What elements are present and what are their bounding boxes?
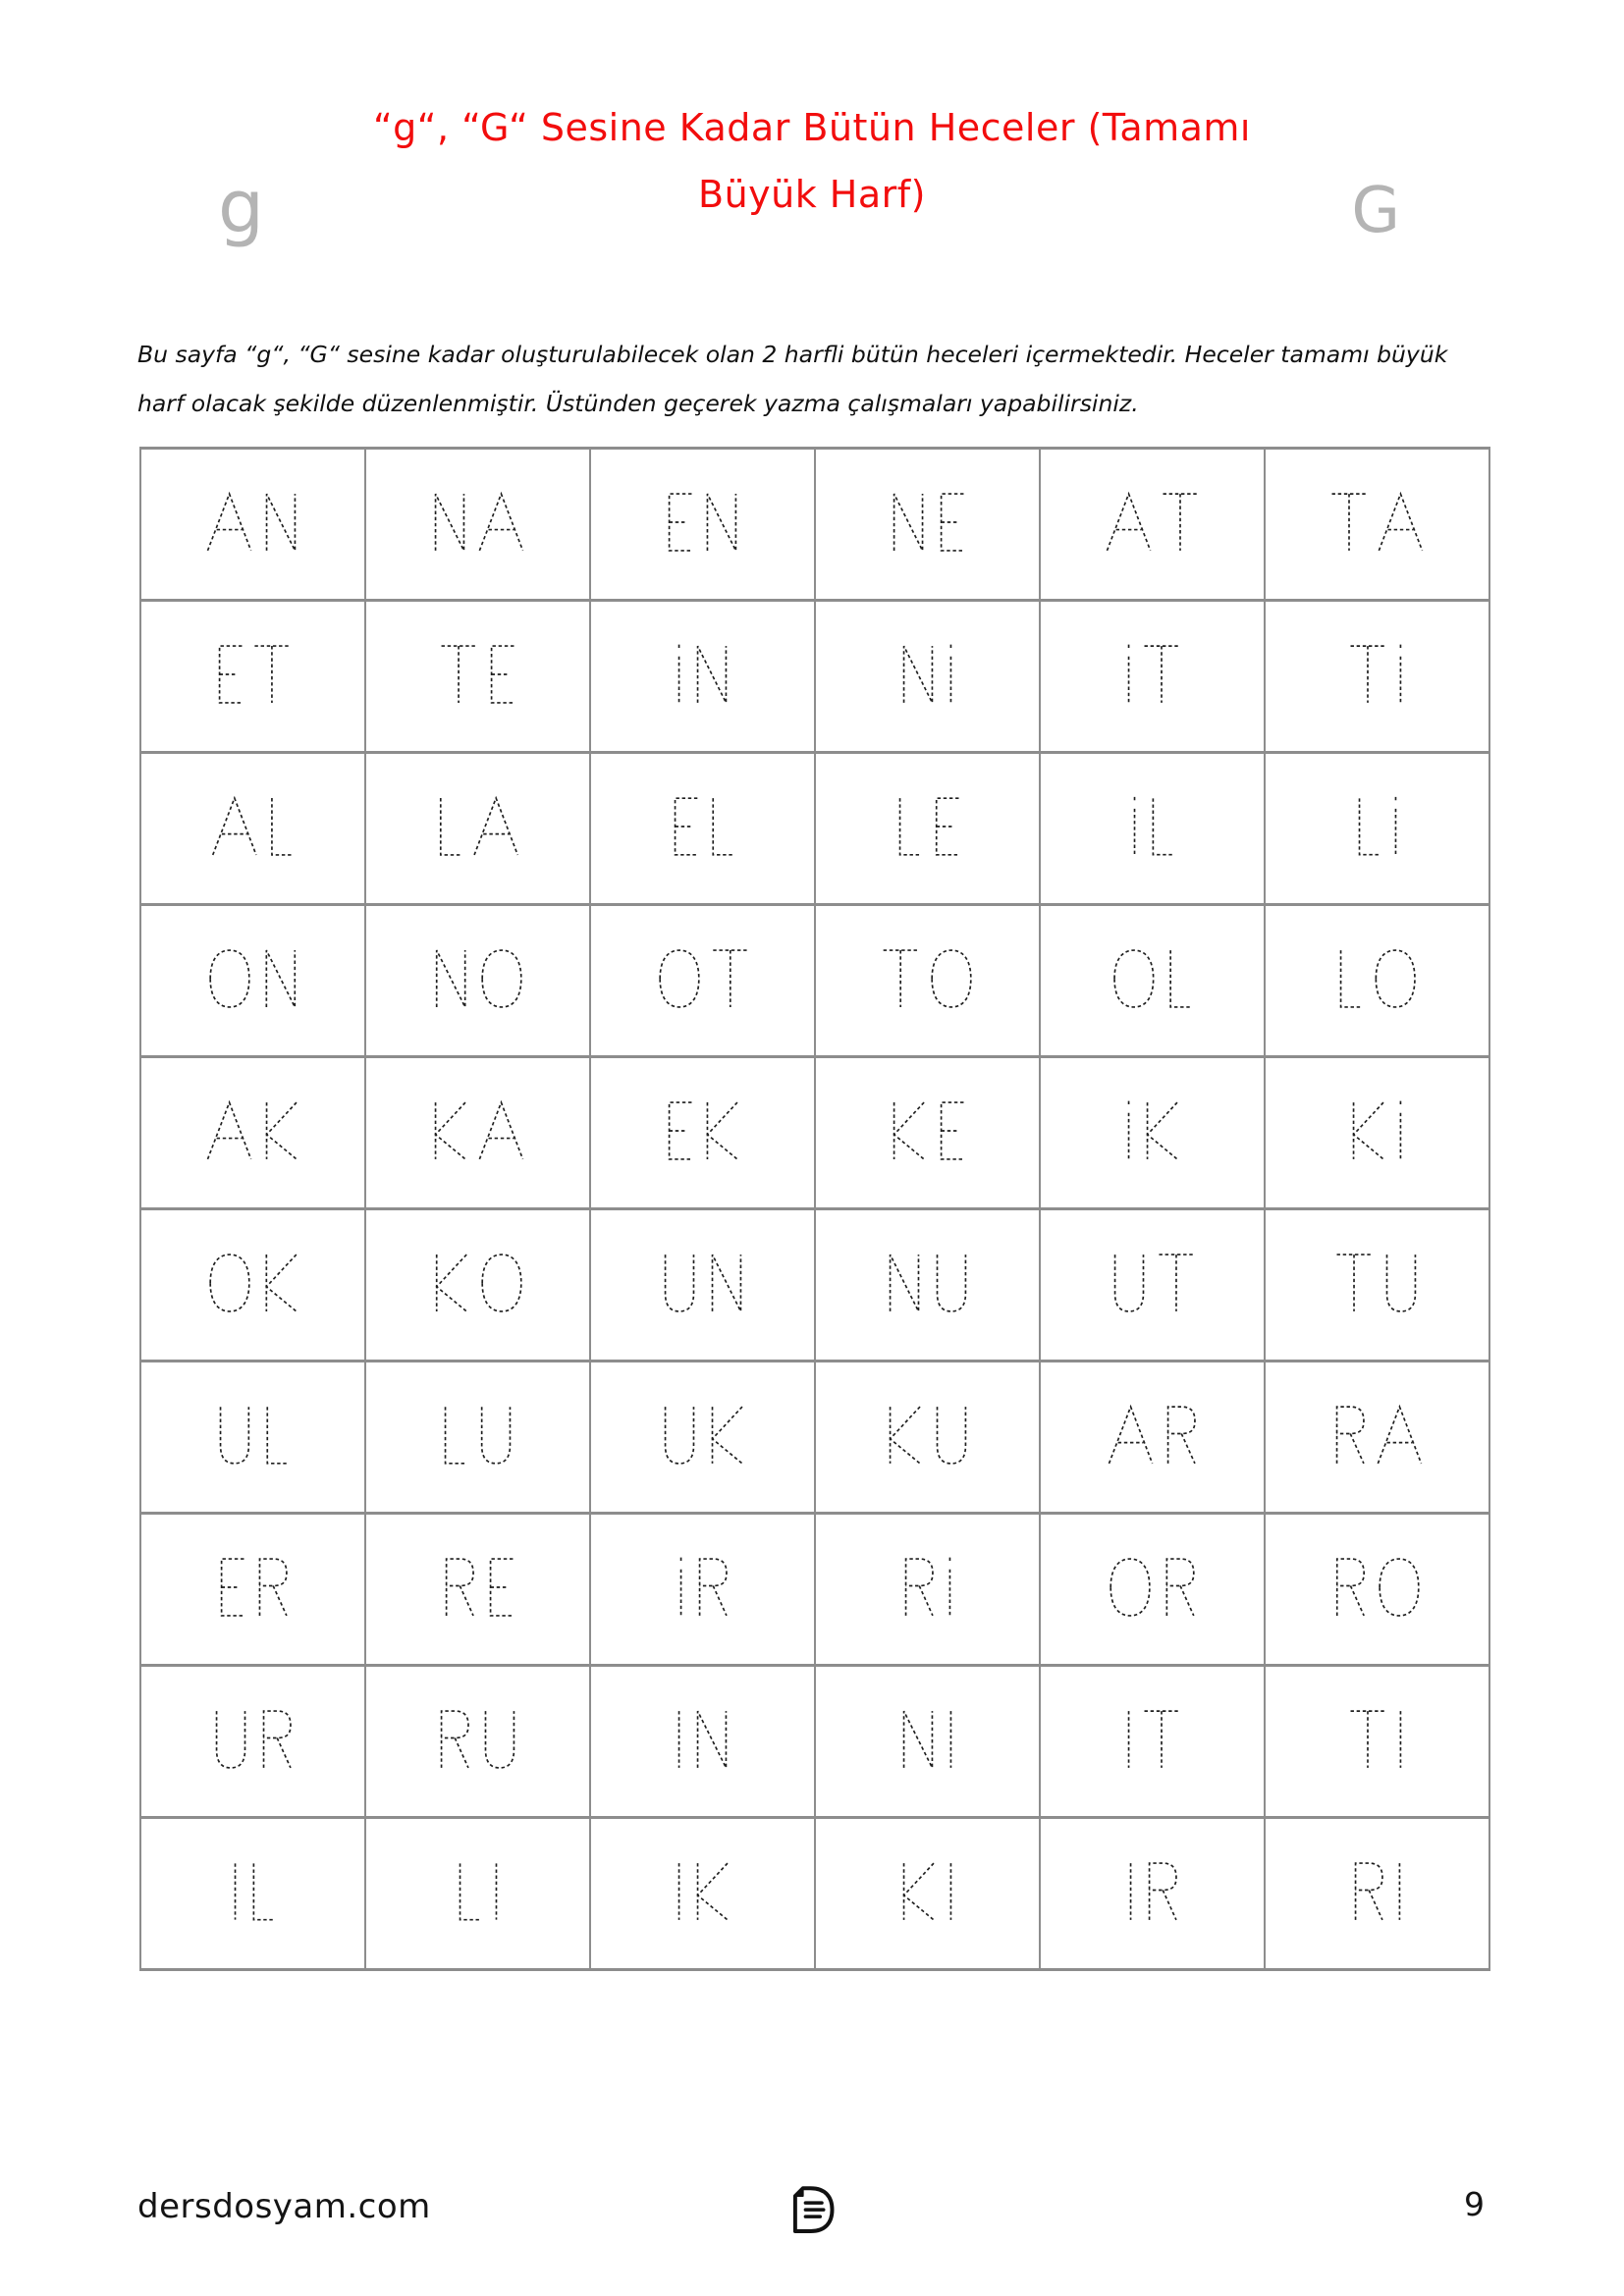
trace-letters <box>231 1860 276 1923</box>
syllable-cell <box>1040 449 1265 601</box>
syllable-cell <box>590 601 815 753</box>
trace-letters <box>432 1252 524 1314</box>
syllable-cell <box>590 1514 815 1666</box>
syllable-cell <box>590 1362 815 1514</box>
syllable-cell <box>365 1666 590 1818</box>
syllable-cell <box>1040 601 1265 753</box>
trace-letters <box>1349 643 1405 706</box>
syllable-cell <box>140 1209 365 1362</box>
syllable-cell <box>140 601 365 753</box>
syllable-cell <box>1040 1362 1265 1514</box>
trace-letters <box>657 947 749 1010</box>
syllable-cell <box>140 1818 365 1970</box>
syllable-cell <box>1265 1209 1489 1362</box>
trace-letters <box>1124 643 1180 706</box>
trace-letters <box>671 795 735 858</box>
trace-letters <box>1110 1252 1195 1314</box>
trace-letters <box>1330 491 1424 554</box>
syllable-cell <box>590 1818 815 1970</box>
syllable-cell <box>1040 905 1265 1057</box>
trace-letters <box>432 947 524 1010</box>
trace-letters <box>675 643 731 706</box>
grid-row <box>140 1514 1489 1666</box>
syllable-cell <box>365 449 590 601</box>
syllable-cell <box>1265 1818 1489 1970</box>
syllable-cell <box>815 905 1040 1057</box>
syllable-cell <box>590 1666 815 1818</box>
trace-letters <box>1106 491 1199 554</box>
syllable-cell <box>140 1514 365 1666</box>
trace-letters <box>1351 1860 1404 1923</box>
trace-letters <box>1332 1404 1423 1467</box>
syllable-cell <box>140 753 365 905</box>
syllable-cell <box>365 1514 590 1666</box>
syllable-grid <box>139 447 1490 1971</box>
trace-letters <box>882 947 974 1010</box>
grid-row <box>140 753 1489 905</box>
trace-letters <box>661 1404 745 1467</box>
trace-letters <box>675 1708 731 1771</box>
syllable-cell <box>1040 1209 1265 1362</box>
trace-letters <box>206 1099 299 1162</box>
syllable-cell <box>140 1362 365 1514</box>
trace-letters <box>1124 1099 1180 1162</box>
trace-letters <box>1332 1556 1422 1619</box>
syllable-cell <box>815 1514 1040 1666</box>
syllable-cell <box>1265 1666 1489 1818</box>
grid-row <box>140 1209 1489 1362</box>
trace-letters <box>1111 947 1193 1010</box>
syllable-cell <box>1265 1362 1489 1514</box>
trace-letters <box>1335 1252 1420 1314</box>
trace-letters <box>441 1404 514 1467</box>
syllable-grid-wrap <box>139 447 1490 1971</box>
syllable-cell <box>815 753 1040 905</box>
page-title-line1: “g“, “G“ Sesine Kadar Bütün Heceler (Tamamı <box>373 106 1251 149</box>
syllable-cell <box>1265 601 1489 753</box>
grid-row <box>140 601 1489 753</box>
syllable-cell <box>1040 1057 1265 1209</box>
syllable-cell <box>1040 753 1265 905</box>
trace-letters <box>1349 1099 1405 1162</box>
trace-letters <box>661 1252 745 1314</box>
trace-letters <box>1355 795 1400 858</box>
trace-letters <box>1130 795 1175 858</box>
grid-row <box>140 1057 1489 1209</box>
trace-letters <box>895 795 960 858</box>
grid-row <box>140 1818 1489 1970</box>
watermark-letter-uppercase-g: G <box>1351 175 1400 247</box>
syllable-cell <box>1040 1514 1265 1666</box>
syllable-cell <box>590 449 815 601</box>
trace-letters <box>665 491 740 554</box>
syllable-cell <box>590 905 815 1057</box>
trace-letters <box>215 643 291 706</box>
grid-row <box>140 1362 1489 1514</box>
trace-letters <box>890 1099 965 1162</box>
syllable-cell <box>1040 1666 1265 1818</box>
syllable-cell <box>365 753 590 905</box>
trace-letters <box>1126 1860 1179 1923</box>
syllable-cell <box>815 1362 1040 1514</box>
grid-row <box>140 449 1489 601</box>
syllable-cell <box>365 905 590 1057</box>
trace-letters <box>890 491 965 554</box>
syllable-cell <box>590 1057 815 1209</box>
syllable-cell <box>365 601 590 753</box>
syllable-cell <box>590 1209 815 1362</box>
trace-letters <box>431 491 524 554</box>
syllable-cell <box>140 1057 365 1209</box>
syllable-cell <box>1265 1514 1489 1666</box>
trace-letters <box>899 1860 955 1923</box>
syllable-cell <box>815 1057 1040 1209</box>
trace-letters <box>1124 1708 1180 1771</box>
syllable-cell <box>1265 753 1489 905</box>
trace-letters <box>217 1556 290 1619</box>
trace-letters <box>440 643 515 706</box>
instructions-text: Bu sayfa “g“, “G“ sesine kadar oluşturulabilecek olan 2 harfli bütün heceleri içermektedir. Heceler tamamı büyük harf olacak şekilde düzenlenmiştir. Üstünden geçerek yazma çalışmaları yapabilirsiniz. <box>137 340 1448 418</box>
trace-letters <box>216 1404 290 1467</box>
syllable-cell <box>1265 1057 1489 1209</box>
trace-letters <box>437 1708 518 1771</box>
syllable-cell <box>815 1818 1040 1970</box>
trace-letters <box>1108 1404 1198 1467</box>
trace-letters <box>886 1404 970 1467</box>
dersdosyam-document-icon <box>783 2183 838 2242</box>
trace-letters <box>886 1252 970 1314</box>
trace-letters <box>456 1860 501 1923</box>
syllable-cell <box>365 1209 590 1362</box>
trace-letters <box>665 1099 740 1162</box>
grid-row <box>140 905 1489 1057</box>
syllable-cell <box>140 1666 365 1818</box>
syllable-grid-body <box>140 449 1489 1970</box>
syllable-cell <box>815 449 1040 601</box>
trace-letters <box>207 1252 299 1314</box>
trace-letters <box>207 947 299 1010</box>
syllable-cell <box>815 1666 1040 1818</box>
syllable-cell <box>365 1362 590 1514</box>
syllable-cell <box>1265 449 1489 601</box>
syllable-cell <box>590 753 815 905</box>
syllable-cell <box>815 1209 1040 1362</box>
trace-letters <box>1349 1708 1405 1771</box>
syllable-cell <box>1040 1818 1265 1970</box>
trace-letters <box>212 1708 294 1771</box>
trace-letters <box>899 643 955 706</box>
page-number: 9 <box>1464 2185 1485 2223</box>
syllable-cell <box>365 1057 590 1209</box>
website-label: dersdosyam.com <box>137 2187 431 2226</box>
trace-letters <box>436 795 519 858</box>
page-footer <box>137 2171 1487 2260</box>
syllable-cell <box>140 449 365 601</box>
syllable-cell <box>815 601 1040 753</box>
trace-letters <box>442 1556 514 1619</box>
page-title-line2: Büyük Harf) <box>698 173 926 217</box>
syllable-cell <box>1265 905 1489 1057</box>
trace-letters <box>211 795 295 858</box>
syllable-cell <box>365 1818 590 1970</box>
trace-letters <box>901 1556 954 1619</box>
trace-letters <box>1108 1556 1197 1619</box>
trace-letters <box>431 1099 524 1162</box>
trace-letters <box>899 1708 955 1771</box>
trace-letters <box>206 491 299 554</box>
trace-letters <box>675 1860 731 1923</box>
watermark-letter-lowercase-g: g <box>218 165 264 249</box>
trace-letters <box>1336 947 1418 1010</box>
trace-letters <box>677 1556 730 1619</box>
grid-row <box>140 1666 1489 1818</box>
syllable-cell <box>140 905 365 1057</box>
